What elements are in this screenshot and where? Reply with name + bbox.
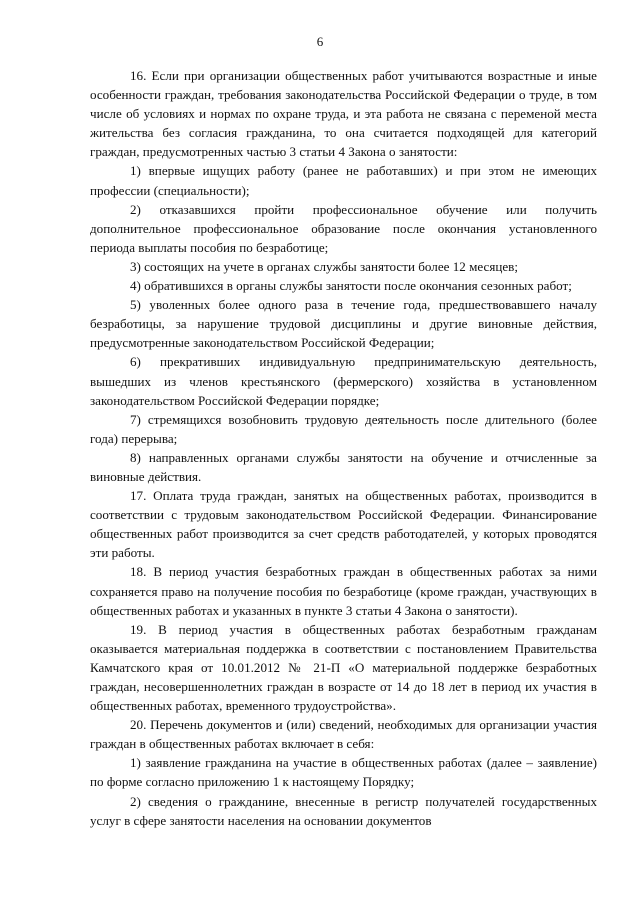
page-number: 6	[316, 34, 324, 49]
document-list-item-1: 1) заявление гражданина на участие в общественных работах (далее – заявление) по форме согласно приложению 1 к настоящему Порядку;	[90, 755, 597, 790]
list-item-1: 1) впервые ищущих работу (ранее не работавших) и при этом не имеющих профессии (специальности);	[90, 163, 597, 198]
document-body	[90, 66, 597, 830]
list-item-5: 5) уволенных более одного раза в течение года, предшествовавшего началу безработицы, за нарушение трудовой дисциплины и другие виновные действия, предусмотренные законодательством Российской Федерации;	[90, 297, 597, 351]
document-list-item-2: 2) сведения о гражданине, внесенные в регистр получателей государственных услуг в сфере занятости населения на основании документов	[90, 793, 597, 828]
list-item-4: 4) обратившихся в органы службы занятости после окончания сезонных работ;	[130, 278, 572, 294]
paragraph-18: 18. В период участия безработных граждан в общественных работах за ними сохраняется право на получение пособия по безработице (кроме граждан, участвующих в общественных работах и указанных в пункте 3 статьи 4 Закона о занятости).	[90, 564, 597, 618]
paragraph-17: 17. Оплата труда граждан, занятых на общественных работах, производится в соответствии с трудовым законодательством Российской Федерации. Финансирование общественных работ производится за счет средств работодателей, у которых проводятся эти работы.	[90, 488, 597, 561]
list-item-3: 3) состоящих на учете в органах службы занятости более 12 месяцев;	[130, 258, 518, 274]
paragraph-20: 20. Перечень документов и (или) сведений, необходимых для организации участия граждан в общественных работах включает в себя:	[90, 717, 597, 752]
list-item-2: 2) отказавшихся пройти профессиональное обучение или получить дополнительное профессиональное образование после окончания установленного периода выплаты пособия по безработице;	[90, 201, 597, 255]
list-item-8: 8) направленных органами службы занятости на обучение и отчисленные за виновные действия.	[90, 449, 597, 484]
paragraph-16: 16. Если при организации общественных работ учитываются возрастные и иные особенности граждан, требования законодательства Российской Федерации о труде, в том числе об условиях и нормах по охране труда, и эта работа не связана с переменой места жительства без согласия гражданина, то она считается подходящей для категорий граждан, предусмотренных частью 3 статьи 4 Закона о занятости:	[90, 68, 597, 160]
paragraph-19: 19. В период участия в общественных работах безработным гражданам оказывается материальная поддержка в соответствии с постановлением Правительства Камчатского края от 10.01.2012 № 21-П «О материальной поддержке безработных граждан, несовершеннолетних граждан в возрасте от 14 до 18 лет в период их участия в общественных работах, временного трудоустройства».	[90, 621, 597, 714]
list-item-7: 7) стремящихся возобновить трудовую деятельность после длительного (более года) перерыва;	[90, 411, 597, 446]
list-item-6: 6) прекративших индивидуальную предпринимательскую деятельность, вышедших из членов крестьянского (фермерского) хозяйства в установленном законодательством Российской Федерации порядке;	[90, 354, 597, 408]
